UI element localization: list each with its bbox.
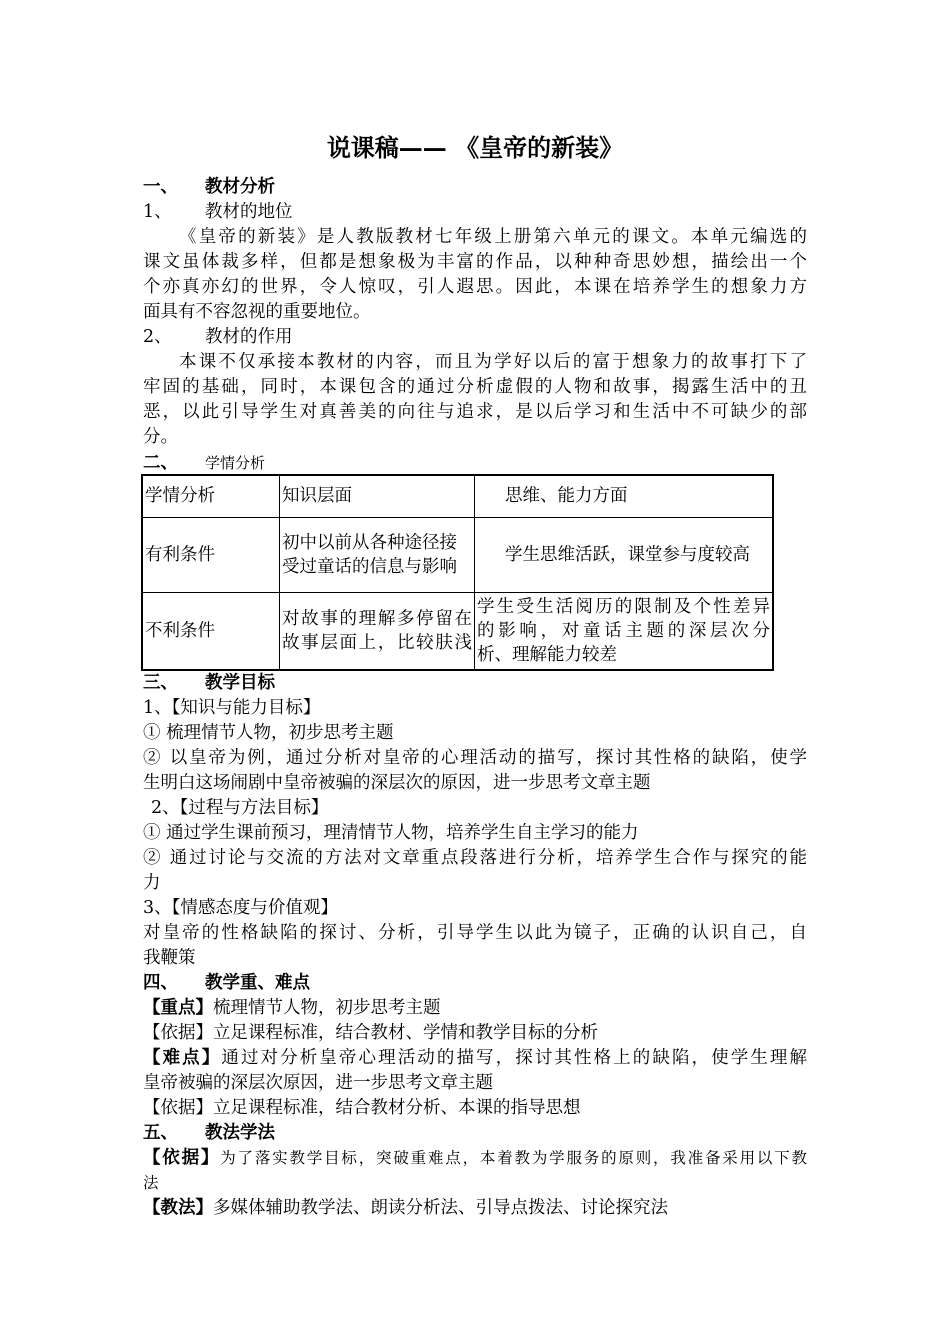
- paragraph-line: 课文虽体裁多样，但都是想象极为丰富的作品，以种种奇思妙想，描绘出一个: [143, 252, 807, 272]
- table-row: [142, 475, 773, 517]
- table-cell: 有利条件: [142, 517, 280, 592]
- table-row: [142, 592, 773, 670]
- paragraph-line: 本课不仅承接本教材的内容，而且为学好以后的富于想象力的故事打下了: [179, 352, 807, 372]
- goal-item: ② 以皇帝为例，通过分析对皇帝的心理活动的描写，探讨其性格的缺陷，使学: [143, 748, 807, 768]
- goal-item: ① 梳理情节人物，初步思考主题: [143, 723, 394, 743]
- goal-heading: 1、【知识与能力目标】: [143, 698, 321, 718]
- section-heading-5: 五、 教法学法: [143, 1123, 275, 1143]
- difficult-point-cont: 皇帝被骗的深层次原因，进一步思考文章主题: [143, 1073, 493, 1093]
- section-heading-1: 一、 教材分析: [143, 177, 275, 197]
- learner-analysis-table: [141, 474, 774, 671]
- goal-item: 对皇帝的性格缺陷的探讨、分析，引导学生以此为镜子，正确的认识自己，自: [143, 923, 807, 943]
- subheading-1-1: 1、 教材的地位: [143, 202, 293, 222]
- paragraph-line: 牢固的基础，同时，本课包含的通过分析虚假的人物和故事，揭露生活中的丑: [143, 377, 807, 397]
- goal-heading: 3、【情感态度与价值观】: [143, 898, 338, 918]
- table-header-cell: 学情分析: [142, 475, 280, 517]
- method-basis-cont: 法: [143, 1174, 159, 1192]
- table-header-cell: 知识层面: [280, 475, 475, 517]
- paragraph-line: 个亦真亦幻的世界，令人惊叹，引人遐思。因此，本课在培养学生的想象力方: [143, 277, 807, 297]
- table-cell: 初中以前从各种途径接 受过童话的信息与影响: [280, 517, 475, 592]
- difficult-point: 【难点】通过对分析皇帝心理活动的描写，探讨其性格上的缺陷，使学生理解: [143, 1048, 808, 1068]
- table-row: [142, 517, 773, 592]
- table-header-cell: 思维、能力方面: [475, 475, 774, 517]
- goal-item: ① 通过学生课前预习，理清情节人物，培养学生自主学习的能力: [143, 823, 639, 843]
- section-heading-2: 二、 学情分析: [143, 453, 266, 473]
- paragraph-line: 分。: [143, 427, 178, 447]
- paragraph-line: 恶，以此引导学生对真善美的向往与追求，是以后学习和生活中不可缺少的部: [143, 402, 807, 422]
- table-cell: 对故事的理解多停留在 故事层面上，比较肤浅: [280, 592, 475, 670]
- method-basis: 【依据】为了落实教学目标，突破重难点，本着教为学服务的原则，我准备采用以下教: [143, 1148, 807, 1168]
- paragraph-line: 《皇帝的新装》是人教版教材七年级上册第六单元的课文。本单元编选的: [179, 227, 807, 247]
- difficult-basis: 【依据】立足课程标准，结合教材分析、本课的指导思想: [143, 1098, 581, 1118]
- teaching-methods: 【教法】多媒体辅助教学法、朗读分析法、引导点拨法、讨论探究法: [143, 1198, 668, 1218]
- goal-heading: 2、【过程与方法目标】: [151, 798, 329, 818]
- page-title: 说课稿—— 《皇帝的新装》: [326, 133, 624, 162]
- paragraph-line: 面具有不容忽视的重要地位。: [143, 302, 371, 322]
- goal-item: ② 通过讨论与交流的方法对文章重点段落进行分析，培养学生合作与探究的能: [143, 848, 807, 868]
- key-point: 【重点】梳理情节人物，初步思考主题: [143, 998, 441, 1018]
- goal-item: 生明白这场闹剧中皇帝被骗的深层次的原因，进一步思考文章主题: [143, 773, 651, 793]
- key-basis: 【依据】立足课程标准，结合教材、学情和教学目标的分析: [143, 1023, 598, 1043]
- table-cell: 学生思维活跃，课堂参与度较高: [475, 517, 774, 592]
- section-heading-4: 四、 教学重、难点: [143, 973, 310, 993]
- section-heading-3: 三、 教学目标: [143, 673, 275, 693]
- subheading-1-2: 2、 教材的作用: [143, 327, 293, 347]
- goal-item: 我鞭策: [143, 948, 196, 968]
- table-cell: 学生受生活阅历的限制及个性差异 的影响，对童话主题的深层次分 析、理解能力较差: [475, 592, 774, 670]
- goal-item: 力: [143, 873, 161, 893]
- table-cell: 不利条件: [142, 592, 280, 670]
